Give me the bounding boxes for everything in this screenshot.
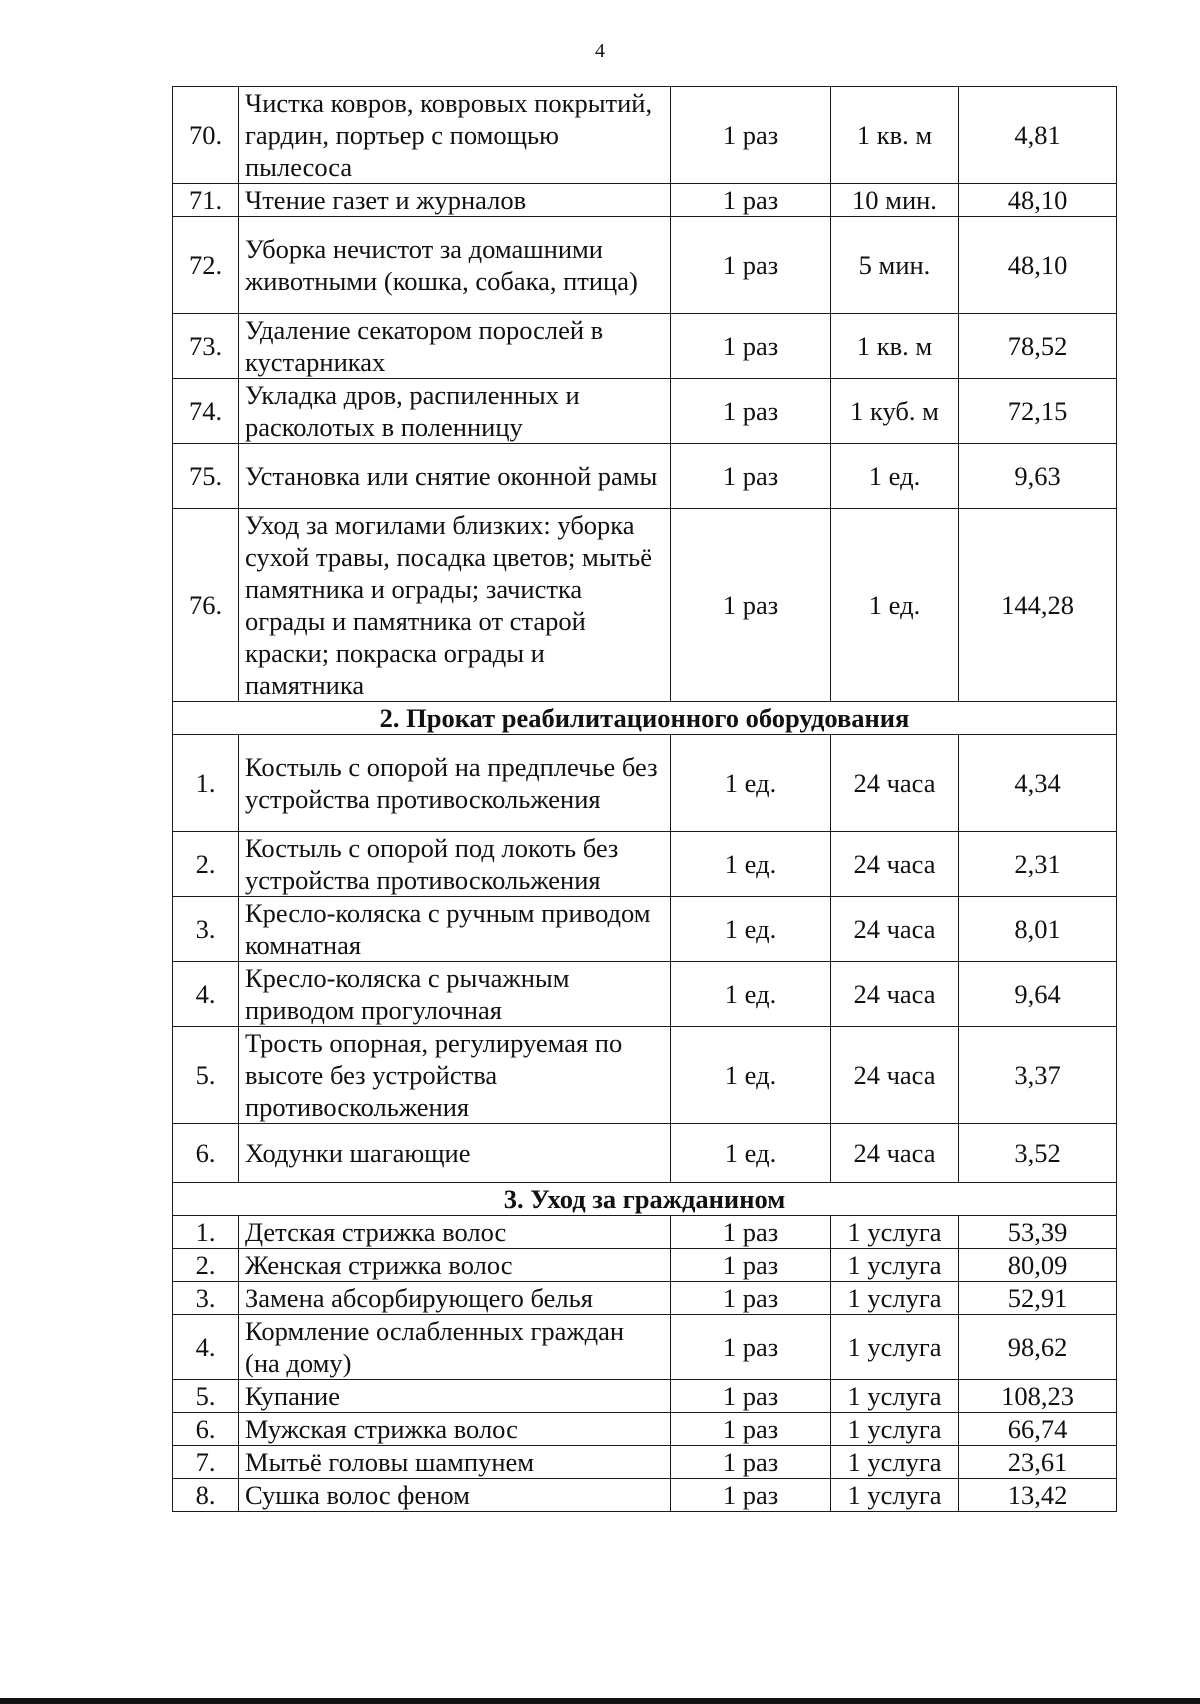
service-unit: 1 раз <box>671 1315 831 1380</box>
service-measure: 24 часа <box>831 735 959 832</box>
row-number: 8. <box>173 1479 239 1512</box>
row-number: 71. <box>173 184 239 217</box>
service-unit: 1 раз <box>671 1479 831 1512</box>
service-measure: 10 мин. <box>831 184 959 217</box>
service-measure: 24 часа <box>831 897 959 962</box>
service-price: 2,31 <box>959 832 1117 897</box>
table-row <box>173 379 1117 444</box>
table-row <box>173 1446 1117 1479</box>
service-unit: 1 раз <box>671 509 831 702</box>
service-name: Укладка дров, распиленных и расколотых в поленницу <box>239 379 671 444</box>
table-row <box>173 1282 1117 1315</box>
service-price: 3,37 <box>959 1027 1117 1124</box>
service-measure: 1 услуга <box>831 1216 959 1249</box>
row-number: 3. <box>173 1282 239 1315</box>
service-unit: 1 раз <box>671 444 831 509</box>
row-number: 7. <box>173 1446 239 1479</box>
service-measure: 24 часа <box>831 1124 959 1183</box>
section-title: 2. Прокат реабилитационного оборудования <box>173 702 1117 735</box>
table-row <box>173 1479 1117 1512</box>
row-number: 2. <box>173 832 239 897</box>
row-number: 6. <box>173 1413 239 1446</box>
service-price: 66,74 <box>959 1413 1117 1446</box>
row-number: 5. <box>173 1027 239 1124</box>
service-unit: 1 раз <box>671 217 831 314</box>
row-number: 4. <box>173 962 239 1027</box>
service-unit: 1 раз <box>671 1446 831 1479</box>
service-price: 8,01 <box>959 897 1117 962</box>
service-price: 4,81 <box>959 87 1117 184</box>
service-measure: 1 услуга <box>831 1446 959 1479</box>
row-number: 76. <box>173 509 239 702</box>
service-unit: 1 раз <box>671 1249 831 1282</box>
service-name: Чистка ковров, ковровых покрытий, гардин, портьер с помощью пылесоса <box>239 87 671 184</box>
table-row <box>173 897 1117 962</box>
service-name: Установка или снятие оконной рамы <box>239 444 671 509</box>
table-row <box>173 962 1117 1027</box>
service-name: Кресло-коляска с ручным приводом комнатная <box>239 897 671 962</box>
service-unit: 1 ед. <box>671 962 831 1027</box>
service-price: 48,10 <box>959 184 1117 217</box>
table-row <box>173 509 1117 702</box>
row-number: 6. <box>173 1124 239 1183</box>
row-number: 2. <box>173 1249 239 1282</box>
row-number: 5. <box>173 1380 239 1413</box>
service-measure: 1 услуга <box>831 1282 959 1315</box>
service-measure: 1 кв. м <box>831 87 959 184</box>
service-price: 3,52 <box>959 1124 1117 1183</box>
service-price: 53,39 <box>959 1216 1117 1249</box>
service-measure: 24 часа <box>831 1027 959 1124</box>
table-row <box>173 1315 1117 1380</box>
service-price: 48,10 <box>959 217 1117 314</box>
service-unit: 1 раз <box>671 1380 831 1413</box>
row-number: 1. <box>173 735 239 832</box>
service-name: Замена абсорбирующего белья <box>239 1282 671 1315</box>
table-row <box>173 87 1117 184</box>
page-bottom-rule <box>0 1698 1200 1704</box>
service-price: 144,28 <box>959 509 1117 702</box>
service-name: Кормление ослабленных граждан (на дому) <box>239 1315 671 1380</box>
service-unit: 1 ед. <box>671 897 831 962</box>
service-price: 98,62 <box>959 1315 1117 1380</box>
service-name: Трость опорная, регулируемая по высоте без устройства противоскольжения <box>239 1027 671 1124</box>
service-name: Уход за могилами близких: уборка сухой травы, посадка цветов; мытьё памятника и ограды; зачистка ограды и памятника от старой краски; покраска ограды и памятника <box>239 509 671 702</box>
service-unit: 1 ед. <box>671 832 831 897</box>
service-name: Детская стрижка волос <box>239 1216 671 1249</box>
service-price: 9,63 <box>959 444 1117 509</box>
service-measure: 1 услуга <box>831 1249 959 1282</box>
service-measure: 1 услуга <box>831 1479 959 1512</box>
table-row <box>173 1124 1117 1183</box>
service-name: Чтение газет и журналов <box>239 184 671 217</box>
table-row <box>173 832 1117 897</box>
row-number: 75. <box>173 444 239 509</box>
service-price: 9,64 <box>959 962 1117 1027</box>
service-measure: 1 услуга <box>831 1413 959 1446</box>
row-number: 3. <box>173 897 239 962</box>
service-unit: 1 раз <box>671 379 831 444</box>
service-name: Мытьё головы шампунем <box>239 1446 671 1479</box>
service-name: Мужская стрижка волос <box>239 1413 671 1446</box>
service-name: Костыль с опорой под локоть без устройства противоскольжения <box>239 832 671 897</box>
table-row <box>173 444 1117 509</box>
service-unit: 1 раз <box>671 314 831 379</box>
service-unit: 1 раз <box>671 1216 831 1249</box>
service-price: 52,91 <box>959 1282 1117 1315</box>
services-price-table <box>172 86 1117 1512</box>
service-price: 78,52 <box>959 314 1117 379</box>
service-measure: 24 часа <box>831 962 959 1027</box>
service-measure: 1 кв. м <box>831 314 959 379</box>
row-number: 74. <box>173 379 239 444</box>
table-row <box>173 184 1117 217</box>
service-price: 72,15 <box>959 379 1117 444</box>
table-row <box>173 1249 1117 1282</box>
service-measure: 1 куб. м <box>831 379 959 444</box>
service-measure: 5 мин. <box>831 217 959 314</box>
service-name: Сушка волос феном <box>239 1479 671 1512</box>
service-unit: 1 раз <box>671 184 831 217</box>
service-measure: 1 ед. <box>831 444 959 509</box>
table-row <box>173 217 1117 314</box>
service-price: 4,34 <box>959 735 1117 832</box>
service-unit: 1 раз <box>671 1282 831 1315</box>
service-unit: 1 ед. <box>671 1027 831 1124</box>
section-header-row <box>173 1183 1117 1216</box>
service-price: 80,09 <box>959 1249 1117 1282</box>
table-row <box>173 314 1117 379</box>
service-unit: 1 раз <box>671 87 831 184</box>
service-name: Удаление секатором порослей в кустарниках <box>239 314 671 379</box>
service-price: 13,42 <box>959 1479 1117 1512</box>
table-row <box>173 1216 1117 1249</box>
service-name: Купание <box>239 1380 671 1413</box>
service-price: 23,61 <box>959 1446 1117 1479</box>
section-title: 3. Уход за гражданином <box>173 1183 1117 1216</box>
table-row <box>173 1413 1117 1446</box>
service-name: Женская стрижка волос <box>239 1249 671 1282</box>
service-unit: 1 ед. <box>671 1124 831 1183</box>
service-unit: 1 раз <box>671 1413 831 1446</box>
row-number: 72. <box>173 217 239 314</box>
service-name: Костыль с опорой на предплечье без устройства противоскольжения <box>239 735 671 832</box>
row-number: 1. <box>173 1216 239 1249</box>
table-row <box>173 1027 1117 1124</box>
row-number: 4. <box>173 1315 239 1380</box>
service-price: 108,23 <box>959 1380 1117 1413</box>
service-measure: 1 услуга <box>831 1380 959 1413</box>
table-row <box>173 735 1117 832</box>
service-unit: 1 ед. <box>671 735 831 832</box>
service-name: Уборка нечистот за домашними животными (кошка, собака, птица) <box>239 217 671 314</box>
service-measure: 24 часа <box>831 832 959 897</box>
service-name: Ходунки шагающие <box>239 1124 671 1183</box>
row-number: 73. <box>173 314 239 379</box>
section-header-row <box>173 702 1117 735</box>
row-number: 70. <box>173 87 239 184</box>
service-measure: 1 услуга <box>831 1315 959 1380</box>
service-measure: 1 ед. <box>831 509 959 702</box>
page-number: 4 <box>595 40 605 62</box>
table-row <box>173 1380 1117 1413</box>
service-name: Кресло-коляска с рычажным приводом прогулочная <box>239 962 671 1027</box>
